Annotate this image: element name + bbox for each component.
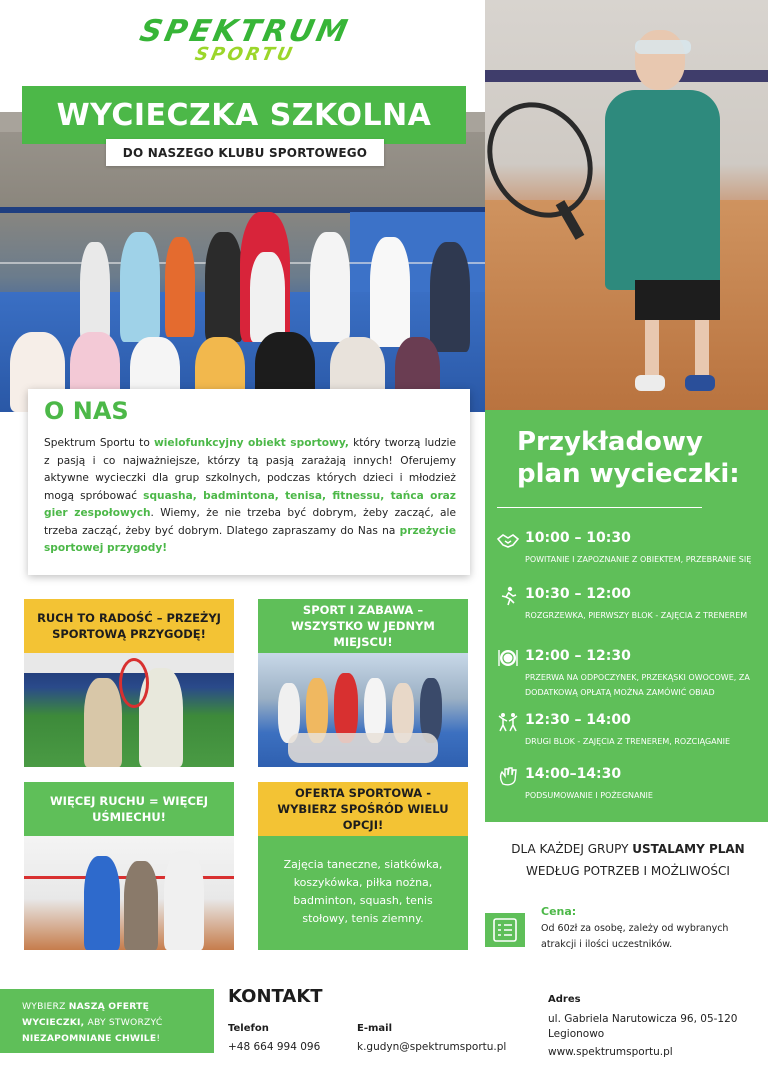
tile-3-heading: WIĘCEJ RUCHU = WIĘCEJ UŚMIECHU! — [24, 782, 234, 836]
footer-bold: WYCIECZKI, — [22, 1017, 85, 1028]
footer-banner — [0, 989, 214, 1053]
plan-note-text: DLA KAŻDEJ GRUPY — [511, 842, 633, 856]
email-label: E-mail — [357, 1023, 393, 1034]
about-text-part: Spektrum Sportu to — [44, 437, 154, 449]
phone-link[interactable]: +48 664 994 096 — [228, 1041, 321, 1053]
about-text — [44, 435, 456, 558]
plan-note — [490, 838, 766, 882]
group-kids-photo — [258, 653, 468, 767]
runner-icon — [497, 586, 519, 606]
contact-title: KONTAKT — [228, 986, 323, 1007]
plan-desc: DRUGI BLOK - ZAJĘCIA Z TRENEREM, ROZCIĄGANIE — [525, 737, 731, 746]
tile-1-heading: RUCH TO RADOŚĆ – PRZEŻYJ SPORTOWĄ PRZYGODĘ! — [24, 599, 234, 653]
footer-bold: NASZĄ OFERTĘ — [68, 1001, 150, 1012]
page-title: WYCIECZKA SZKOLNA — [56, 97, 432, 133]
footer-bold: NIEZAPOMNIANE CHWILE — [22, 1033, 157, 1044]
footer-text: ABY STWORZYĆ — [84, 1017, 163, 1028]
footer-text: WYBIERZ — [22, 1001, 69, 1012]
title-banner — [22, 86, 466, 144]
squash-player-photo — [485, 0, 768, 410]
tile-2-heading: SPORT I ZABAWA – WSZYSTKO W JEDNYM MIEJSCU! — [258, 599, 468, 653]
plate-icon — [497, 648, 519, 668]
price-list-icon — [485, 913, 525, 947]
tile-4-text: Zajęcia taneczne, siatkówka, koszykówka, piłka nożna, badminton, squash, tenis stołowy, tenis ziemny. — [258, 836, 468, 950]
price-text: Od 60zł za osobę, zależy od wybranych atrakcji i ilości uczestników. — [541, 923, 729, 950]
divider — [497, 507, 702, 508]
plan-time: 14:00–14:30 — [525, 766, 622, 782]
plan-time: 12:00 – 12:30 — [525, 648, 631, 664]
phone-label: Telefon — [228, 1023, 269, 1034]
about-highlight: wielofunkcyjny obiekt sportowy, — [154, 437, 349, 449]
plan-title-line-2: plan wycieczki: — [517, 459, 740, 489]
page-subtitle: DO NASZEGO KLUBU SPORTOWEGO — [122, 145, 368, 160]
tile-1 — [24, 599, 234, 767]
plan-panel — [485, 410, 768, 822]
plan-time: 12:30 – 14:00 — [525, 712, 631, 728]
address-line-2: Legionowo — [548, 1028, 605, 1040]
plan-title — [517, 426, 757, 490]
about-highlight: squasha, badmintona, tenisa, fitnessu, tańca oraz gier zespołowych — [44, 489, 456, 519]
website-link[interactable]: www.spektrumsportu.pl — [548, 1046, 673, 1058]
plan-note-line-2: WEDŁUG POTRZEB I MOŻLIWOŚCI — [526, 864, 730, 878]
plan-desc: ROZGRZEWKA, PIERWSZY BLOK - ZAJĘCIA Z TRENEREM — [525, 611, 748, 620]
about-title: O NAS — [44, 397, 129, 425]
address-label: Adres — [548, 994, 581, 1005]
subtitle-banner — [106, 139, 384, 166]
wave-hand-icon — [497, 766, 519, 786]
about-section — [28, 389, 470, 575]
logo — [80, 14, 410, 74]
plan-note-bold: USTALAMY PLAN — [632, 842, 745, 856]
footer-text: ! — [156, 1033, 161, 1044]
squash-kids-photo — [24, 836, 234, 950]
about-text-part: . Wiemy, że nie trzeba być dobrym, żeby zacząć, ale trzeba zacząć, żeby być dobrym. Dlatego zapraszamy do Nas na — [44, 507, 456, 537]
tile-4-heading: OFERTA SPORTOWA - WYBIERZ SPOŚRÓD WIELU OPCJI! — [258, 782, 468, 836]
plan-desc: PODSUMOWANIE I POŻEGNANIE — [525, 791, 653, 800]
plan-time: 10:30 – 12:00 — [525, 586, 631, 602]
plan-time: 10:00 – 10:30 — [525, 530, 631, 546]
about-highlight: przeżycie sportowej przygody! — [44, 524, 456, 554]
about-text-part: który tworzą ludzie z pasją i co najważniejsze, którzy tą pasją zarażają innych! Oferujemy aktywne wycieczki dla grup szkolnych, podczas których dzieci i młodzież mogą spróbować — [44, 437, 456, 502]
address-line-1: ul. Gabriela Narutowicza 96, 05-120 — [548, 1013, 738, 1025]
tennis-kids-photo — [24, 653, 234, 767]
handshake-icon — [497, 530, 519, 550]
plan-desc: POWITANIE I ZAPOZNANIE Z OBIEKTEM, PRZEBRANIE SIĘ — [525, 555, 752, 564]
logo-line-2: SPORTU — [193, 44, 297, 65]
price-title: Cena: — [541, 905, 577, 918]
plan-title-line-1: Przykładowy — [517, 427, 703, 457]
tile-4 — [258, 782, 468, 950]
logo-line-1: SPEKTRUM — [136, 14, 354, 49]
exercise-icon — [497, 712, 519, 732]
email-link[interactable]: k.gudyn@spektrumsportu.pl — [357, 1041, 507, 1053]
plan-desc: PRZERWA NA ODPOCZYNEK, PRZEKĄSKI OWOCOWE, ZA DODATKOWĄ OPŁATĄ MOŻNA ZAMÓWIĆ OBIAD — [525, 673, 750, 697]
tile-2 — [258, 599, 468, 767]
tile-3 — [24, 782, 234, 950]
